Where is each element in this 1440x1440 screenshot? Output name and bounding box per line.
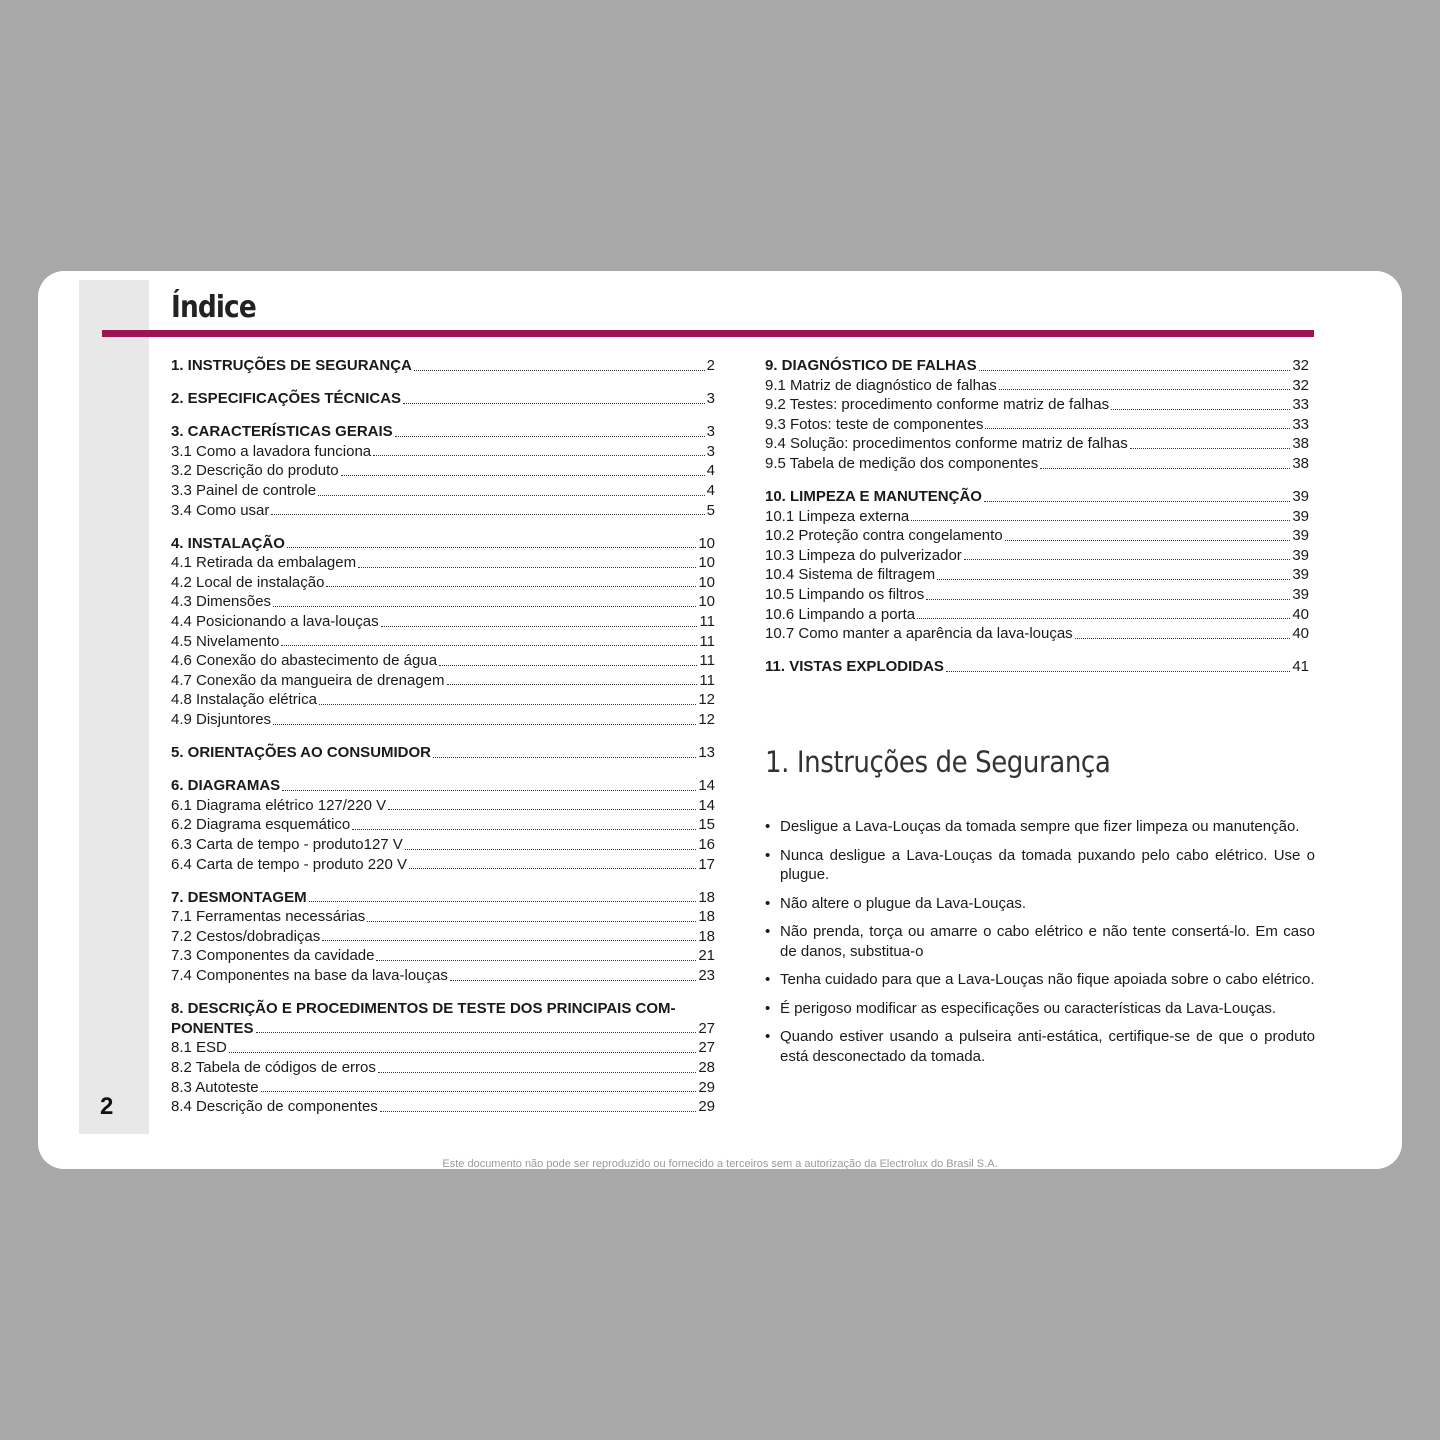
toc-dot-leader — [447, 684, 698, 685]
toc-section — [171, 999, 715, 1117]
toc-entry[interactable] — [765, 434, 1309, 454]
toc-entry-page: 18 — [698, 927, 715, 945]
toc-entry-label: 7.1 Ferramentas necessárias — [171, 908, 366, 926]
toc-entry-page: 39 — [1292, 507, 1309, 525]
toc-entry-page: 15 — [698, 816, 715, 834]
toc-entry-page: 5 — [706, 501, 715, 519]
toc-entry[interactable] — [171, 651, 715, 671]
toc-entry[interactable] — [171, 1097, 715, 1117]
toc-dot-leader — [341, 475, 705, 476]
toc-dot-leader — [395, 436, 705, 437]
toc-entry-label: 4.2 Local de instalação — [171, 573, 325, 591]
toc-dot-leader — [414, 370, 705, 371]
toc-entry-label: 1. INSTRUÇÕES DE SEGURANÇA — [171, 357, 412, 374]
toc-section — [765, 356, 1309, 474]
safety-item-text: Nunca desligue a Lava-Louças da tomada puxando pelo cabo elétrico. Use o plugue. — [780, 846, 1315, 883]
toc-entry-page: 38 — [1292, 454, 1309, 472]
bullet-icon: • — [765, 1028, 771, 1045]
toc-dot-leader — [926, 599, 1290, 600]
toc-entry-page: 18 — [698, 908, 715, 926]
toc-entry[interactable] — [171, 999, 715, 1019]
toc-section — [171, 422, 715, 520]
toc-entry[interactable] — [171, 671, 715, 691]
toc-entry-page: 32 — [1292, 376, 1309, 394]
toc-dot-leader — [964, 559, 1291, 560]
toc-entry[interactable] — [765, 454, 1309, 474]
safety-item — [765, 1027, 1315, 1066]
toc-dot-leader — [287, 547, 696, 548]
bullet-icon: • — [765, 999, 771, 1017]
toc-entry[interactable] — [171, 389, 715, 409]
toc-dot-leader — [984, 501, 1290, 502]
toc-dot-leader — [1130, 448, 1291, 449]
toc-entry[interactable] — [765, 415, 1309, 435]
toc-entry-label: 4.5 Nivelamento — [171, 632, 280, 650]
toc-entry-page: 29 — [698, 1078, 715, 1096]
toc-entry-label: 8.4 Descrição de componentes — [171, 1098, 378, 1116]
toc-entry[interactable] — [171, 612, 715, 632]
safety-item-text: Não prenda, torça ou amarre o cabo elétrico e não tente consertá-lo. Em caso de danos, substitua-o — [780, 923, 1315, 960]
footer-note: Este documento não pode ser reproduzido ou fornecido a terceiros sem a autorização da Electrolux do Brasil S.A. — [442, 1158, 998, 1169]
toc-entry-label: 3.4 Como usar — [171, 501, 270, 519]
toc-section — [171, 776, 715, 874]
toc-dot-leader — [985, 428, 1290, 429]
toc-dot-leader — [373, 455, 705, 456]
toc-entry-label: 4.7 Conexão da mangueira de drenagem — [171, 671, 445, 689]
toc-entry[interactable] — [171, 946, 715, 966]
toc-entry-label: 3.1 Como a lavadora funciona — [171, 442, 372, 460]
safety-item-text: É perigoso modificar as especificações ou características da Lava-Louças. — [780, 999, 1277, 1017]
toc-entry-label: 6. DIAGRAMAS — [171, 777, 281, 795]
toc-dot-leader — [319, 704, 696, 705]
toc-entry-label: 4.3 Dimensões — [171, 593, 272, 611]
toc-entry[interactable] — [171, 632, 715, 652]
toc-section — [171, 534, 715, 730]
toc-dot-leader — [937, 579, 1290, 580]
toc-dot-leader — [439, 665, 697, 666]
toc-entry-label: 9.3 Fotos: teste de componentes — [765, 415, 984, 433]
toc-entry[interactable] — [171, 481, 715, 501]
toc-entry-page: 13 — [698, 744, 715, 762]
toc-entry[interactable] — [765, 546, 1309, 566]
toc-entry-page: 33 — [1292, 396, 1309, 414]
toc-entry[interactable] — [171, 1019, 715, 1039]
toc-section — [765, 487, 1309, 644]
toc-entry-page: 39 — [1292, 546, 1309, 564]
toc-entry-page: 17 — [698, 855, 715, 873]
toc-entry-label: 10.1 Limpeza externa — [765, 507, 910, 525]
toc-entry-page: 29 — [698, 1098, 715, 1116]
toc-dot-leader — [388, 809, 696, 810]
toc-dot-leader — [911, 520, 1290, 521]
bullet-icon: • — [765, 846, 771, 864]
toc-entry-label: 4. INSTALAÇÃO — [171, 534, 285, 552]
toc-dot-leader — [378, 1072, 696, 1073]
toc-entry-page: 27 — [698, 1019, 715, 1037]
toc-entry-label: 4.6 Conexão do abastecimento de água — [171, 652, 438, 670]
toc-entry[interactable] — [765, 565, 1309, 585]
toc-entry-label: 8.1 ESD — [171, 1039, 227, 1057]
side-strip — [79, 280, 149, 1134]
toc-left-column — [171, 356, 715, 1130]
toc-dot-leader — [229, 1052, 696, 1053]
toc-entry-page: 39 — [1292, 566, 1309, 584]
toc-entry[interactable] — [171, 888, 715, 908]
page-title: Índice — [171, 290, 256, 325]
toc-dot-leader — [261, 1091, 697, 1092]
toc-dot-leader — [450, 980, 696, 981]
toc-entry-page: 39 — [1292, 586, 1309, 604]
toc-entry[interactable] — [171, 776, 715, 796]
toc-entry[interactable] — [765, 605, 1309, 625]
bullet-icon: • — [765, 894, 771, 912]
toc-dot-leader — [1075, 638, 1291, 639]
toc-entry-label: 4.1 Retirada da embalagem — [171, 554, 357, 572]
safety-item — [765, 970, 1315, 990]
toc-entry-page: 11 — [699, 671, 715, 689]
safety-instructions-list — [765, 817, 1315, 1075]
toc-entry[interactable] — [171, 927, 715, 947]
toc-entry-page: 14 — [698, 796, 715, 814]
toc-dot-leader — [979, 370, 1291, 371]
toc-section — [171, 356, 715, 376]
toc-entry-label: 8.3 Autoteste — [171, 1078, 259, 1096]
toc-entry-label: 9.4 Solução: procedimentos conforme matriz de falhas — [765, 435, 1128, 453]
bullet-icon: • — [765, 971, 771, 988]
toc-entry[interactable] — [171, 1078, 715, 1098]
toc-entry-label: 4.9 Disjuntores — [171, 711, 272, 728]
toc-entry[interactable] — [171, 835, 715, 855]
toc-entry-label: 7.3 Componentes da cavidade — [171, 947, 375, 965]
toc-entry-page: 28 — [698, 1058, 715, 1076]
toc-entry-page: 39 — [1292, 488, 1309, 506]
toc-dot-leader — [367, 921, 696, 922]
toc-entry-page: 11 — [699, 632, 715, 650]
toc-dot-leader — [282, 790, 696, 791]
toc-entry-page: 18 — [698, 888, 715, 906]
toc-entry-page: 10 — [698, 573, 715, 591]
toc-entry[interactable] — [171, 796, 715, 816]
toc-entry-label: 6.3 Carta de tempo - produto127 V — [171, 835, 403, 853]
toc-dot-leader — [322, 940, 696, 941]
toc-entry-page: 41 — [1292, 658, 1309, 676]
toc-dot-leader — [358, 567, 696, 568]
safety-item-text: Quando estiver usando a pulseira anti-estática, certifique-se de que o produto está desconectado da tomada. — [780, 1028, 1315, 1065]
toc-entry[interactable] — [765, 624, 1309, 644]
toc-entry-page: 10 — [698, 593, 715, 611]
toc-dot-leader — [256, 1032, 697, 1033]
safety-item — [765, 999, 1315, 1019]
toc-entry-label: 7.4 Componentes na base da lava-louças — [171, 967, 448, 985]
toc-entry[interactable] — [171, 690, 715, 710]
toc-entry-page: 3 — [706, 390, 715, 408]
bullet-icon: • — [765, 818, 771, 835]
toc-dot-leader — [326, 586, 696, 587]
toc-entry-label: 8.2 Tabela de códigos de erros — [171, 1058, 376, 1076]
toc-entry-page: 11 — [699, 652, 715, 670]
toc-entry-page: 10 — [698, 554, 715, 572]
safety-item — [765, 922, 1315, 961]
toc-entry[interactable] — [171, 907, 715, 927]
toc-dot-leader — [999, 389, 1291, 390]
toc-entry-label: 9.2 Testes: procedimento conforme matriz de falhas — [765, 396, 1110, 414]
toc-entry[interactable] — [171, 592, 715, 612]
toc-entry-label: 11. VISTAS EXPLODIDAS — [765, 658, 944, 676]
toc-entry-page: 40 — [1292, 625, 1309, 643]
toc-entry[interactable] — [171, 815, 715, 835]
toc-entry-page: 10 — [698, 534, 715, 552]
toc-dot-leader — [433, 757, 696, 758]
toc-entry-label: PONENTES — [171, 1019, 254, 1037]
safety-item — [765, 817, 1315, 837]
toc-entry-page: 4 — [706, 462, 715, 480]
toc-entry-label: 10. LIMPEZA E MANUTENÇÃO — [765, 488, 982, 506]
toc-entry[interactable] — [765, 657, 1309, 677]
toc-entry[interactable] — [765, 356, 1309, 376]
toc-entry-label: 10.2 Proteção contra congelamento — [765, 527, 1003, 545]
toc-entry-page: 16 — [698, 835, 715, 853]
toc-entry-label: 4.4 Posicionando a lava-louças — [171, 613, 379, 631]
toc-entry-page: 40 — [1292, 605, 1309, 623]
toc-entry[interactable] — [765, 487, 1309, 507]
toc-entry[interactable] — [171, 966, 715, 986]
toc-section — [765, 657, 1309, 677]
toc-entry-page: 4 — [706, 481, 715, 499]
toc-entry-page: 3 — [706, 442, 715, 460]
toc-entry[interactable] — [171, 573, 715, 593]
toc-entry-label: 4.8 Instalação elétrica — [171, 691, 317, 709]
toc-entry[interactable] — [171, 743, 715, 763]
toc-entry[interactable] — [171, 442, 715, 462]
safety-item — [765, 894, 1315, 914]
toc-entry-page: 32 — [1292, 357, 1309, 374]
toc-entry[interactable] — [171, 422, 715, 442]
page-number: 2 — [100, 1093, 114, 1120]
toc-dot-leader — [376, 960, 696, 961]
toc-entry-label: 10.6 Limpando a porta — [765, 605, 916, 623]
toc-entry-label: 5. ORIENTAÇÕES AO CONSUMIDOR — [171, 744, 432, 762]
safety-item — [765, 846, 1315, 885]
toc-dot-leader — [405, 849, 697, 850]
toc-dot-leader — [917, 618, 1290, 619]
title-rule — [102, 330, 1314, 337]
toc-entry-label: 9.1 Matriz de diagnóstico de falhas — [765, 376, 997, 394]
toc-dot-leader — [1005, 540, 1291, 541]
toc-dot-leader — [409, 868, 696, 869]
document-page — [38, 271, 1402, 1169]
safety-section-title: 1. Instruções de Segurança — [765, 745, 1111, 779]
toc-entry-page: 27 — [698, 1039, 715, 1057]
toc-dot-leader — [380, 1111, 697, 1112]
safety-item-text: Não altere o plugue da Lava-Louças. — [780, 894, 1027, 912]
toc-entry[interactable] — [171, 534, 715, 554]
toc-dot-leader — [273, 606, 696, 607]
toc-entry[interactable] — [765, 376, 1309, 396]
toc-section — [171, 389, 715, 409]
toc-entry[interactable] — [765, 526, 1309, 546]
toc-entry-label: 10.3 Limpeza do pulverizador — [765, 546, 962, 564]
toc-entry-label: 10.4 Sistema de filtragem — [765, 566, 936, 584]
bullet-icon: • — [765, 923, 771, 940]
toc-entry-label: 6.2 Diagrama esquemático — [171, 816, 351, 834]
toc-entry-label: 3.3 Painel de controle — [171, 481, 317, 499]
toc-entry-label: 7.2 Cestos/dobradiças — [171, 927, 321, 945]
toc-entry-label: 10.5 Limpando os filtros — [765, 586, 925, 604]
toc-entry[interactable] — [765, 585, 1309, 605]
toc-entry[interactable] — [171, 461, 715, 481]
toc-dot-leader — [271, 514, 704, 515]
toc-entry[interactable] — [171, 553, 715, 573]
toc-entry[interactable] — [171, 1058, 715, 1078]
toc-dot-leader — [403, 403, 705, 404]
toc-entry-page: 33 — [1292, 415, 1309, 433]
toc-entry-label: 6.4 Carta de tempo - produto 220 V — [171, 855, 407, 873]
toc-section — [171, 888, 715, 986]
toc-entry-page: 21 — [698, 947, 715, 965]
toc-entry-page: 39 — [1292, 527, 1309, 545]
toc-entry-page: 12 — [698, 711, 715, 728]
toc-dot-leader — [318, 495, 705, 496]
toc-entry[interactable] — [171, 501, 715, 521]
toc-entry-page: 3 — [706, 423, 715, 441]
toc-entry-label: 3.2 Descrição do produto — [171, 462, 339, 480]
toc-entry[interactable] — [171, 710, 715, 730]
toc-entry[interactable] — [171, 1038, 715, 1058]
toc-dot-leader — [281, 645, 697, 646]
toc-entry-page: 2 — [706, 357, 715, 374]
toc-dot-leader — [273, 724, 696, 725]
toc-entry-page: 12 — [698, 691, 715, 709]
toc-entry[interactable] — [171, 855, 715, 875]
toc-dot-leader — [352, 829, 696, 830]
toc-dot-leader — [1040, 468, 1290, 469]
toc-entry[interactable] — [171, 356, 715, 376]
toc-entry-label: 10.7 Como manter a aparência da lava-louças — [765, 625, 1073, 643]
safety-item-text: Desligue a Lava-Louças da tomada sempre que fizer limpeza ou manutenção. — [780, 818, 1300, 835]
toc-dot-leader — [1111, 409, 1290, 410]
toc-entry-page: 11 — [699, 613, 715, 631]
toc-section — [171, 743, 715, 763]
toc-entry-label: 9.5 Tabela de medição dos componentes — [765, 454, 1039, 472]
toc-entry-page: 38 — [1292, 435, 1309, 453]
toc-entry[interactable] — [765, 395, 1309, 415]
toc-entry-page: 23 — [698, 967, 715, 985]
toc-entry-label: 2. ESPECIFICAÇÕES TÉCNICAS — [171, 390, 402, 408]
toc-entry-page: 14 — [698, 777, 715, 795]
safety-item-text: Tenha cuidado para que a Lava-Louças não fique apoiada sobre o cabo elétrico. — [780, 971, 1315, 988]
toc-dot-leader — [309, 901, 697, 902]
toc-dot-leader — [381, 626, 698, 627]
toc-entry[interactable] — [765, 507, 1309, 527]
toc-right-column — [765, 356, 1309, 690]
toc-entry-label: 8. DESCRIÇÃO E PROCEDIMENTOS DE TESTE DOS PRINCIPAIS COM- — [171, 1000, 676, 1018]
toc-entry-label: 7. DESMONTAGEM — [171, 888, 307, 906]
toc-entry-label: 9. DIAGNÓSTICO DE FALHAS — [765, 357, 977, 374]
toc-dot-leader — [946, 671, 1290, 672]
toc-entry-label: 3. CARACTERÍSTICAS GERAIS — [171, 423, 393, 441]
toc-entry-label: 6.1 Diagrama elétrico 127/220 V — [171, 796, 387, 814]
